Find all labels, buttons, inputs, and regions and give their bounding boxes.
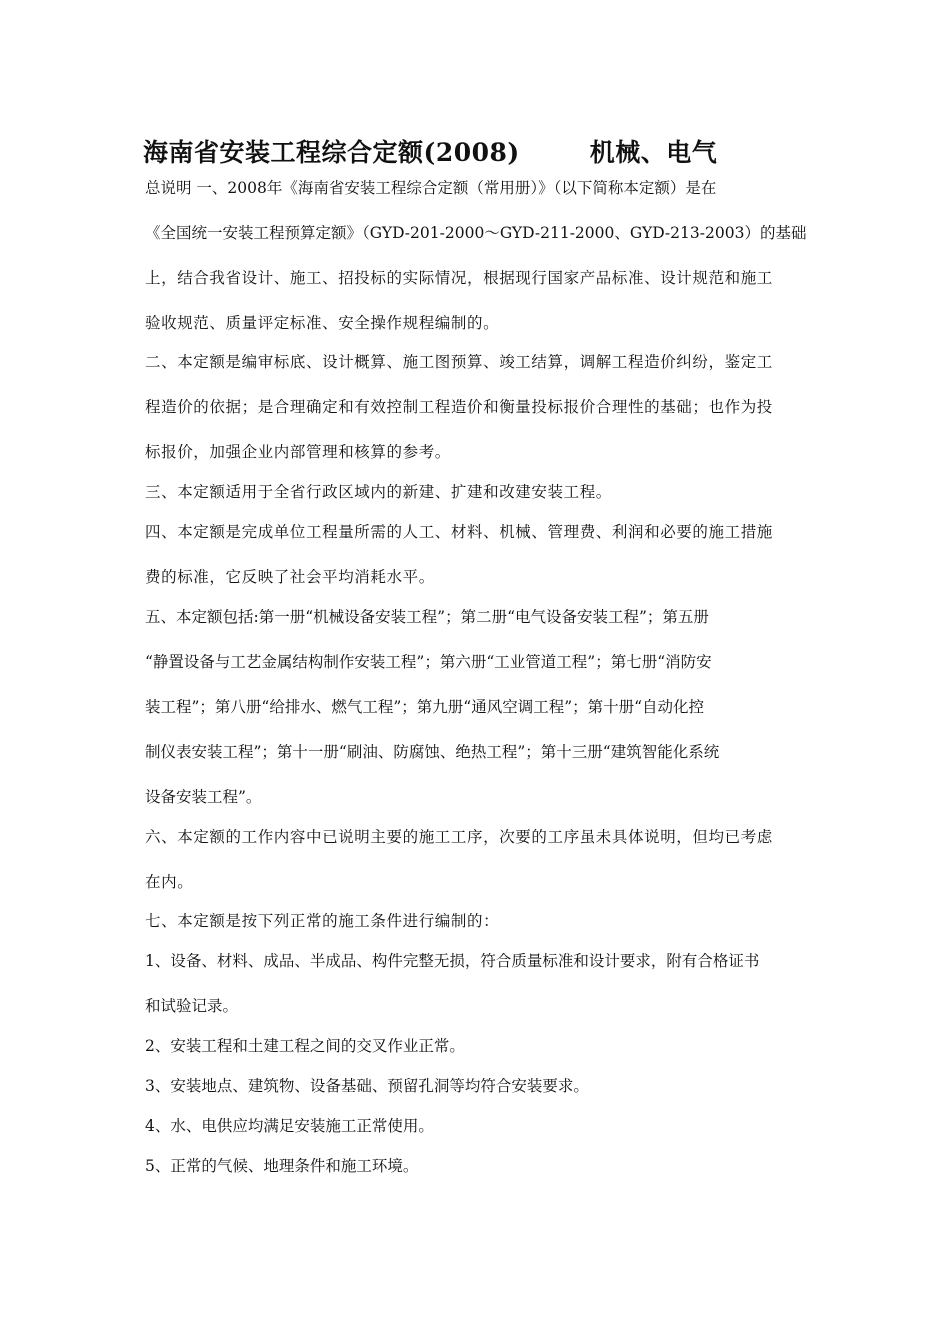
paragraph-line: 装工程”；第八册“给排水、燃气工程”；第九册“通风空调工程”；第十册“自动化控 (145, 698, 705, 716)
paragraph-line: 三、本定额适用于全省行政区域内的新建、扩建和改建安装工程。 (145, 483, 612, 501)
paragraph-line: 六、本定额的工作内容中已说明主要的施工工序，次要的工序虽未具体说明，但均已考虑 (145, 828, 773, 846)
paragraph-line: 和试验记录。 (145, 997, 239, 1015)
paragraph-line: 七、本定额是按下列正常的施工条件进行编制的： (145, 912, 500, 930)
paragraph-line: 费的标准，它反映了社会平均消耗水平。 (145, 568, 435, 586)
paragraph-line: 二、本定额是编审标底、设计概算、施工图预算、竣工结算，调解工程造价纠纷，鉴定工 (145, 353, 773, 371)
paragraph-line: 《全国统一安装工程预算定额》（GYD-201-2000～GYD-211-2000、GYD-213-2003）的基础 (145, 224, 807, 242)
paragraph-line: 总说明 一、2008年《海南省安装工程综合定额（常用册）》（以下简称本定额）是在 (145, 179, 717, 197)
paragraph-line: 2、安装工程和土建工程之间的交叉作业正常。 (145, 1037, 465, 1055)
paragraph-line: 上，结合我省设计、施工、招投标的实际情况，根据现行国家产品标准、设计规范和施工 (145, 269, 773, 287)
paragraph-line: 四、本定额是完成单位工程量所需的人工、材料、机械、管理费、利润和必要的施工措施 (145, 523, 773, 541)
paragraph-line: “静置设备与工艺金属结构制作安装工程”；第六册“工业管道工程”；第七册“消防安 (145, 653, 712, 671)
paragraph-line: 制仪表安装工程”；第十一册“刷油、防腐蚀、绝热工程”；第十三册“建筑智能化系统 (145, 743, 720, 761)
paragraph-line: 程造价的依据；是合理确定和有效控制工程造价和衡量投标报价合理性的基础；也作为投 (145, 398, 773, 416)
paragraph-line: 4、水、电供应均满足安装施工正常使用。 (145, 1117, 434, 1135)
paragraph-line: 3、安装地点、建筑物、设备基础、预留孔洞等均符合安装要求。 (145, 1077, 589, 1095)
paragraph-line: 1、设备、材料、成品、半成品、构件完整无损，符合质量标准和设计要求，附有合格证书 (145, 952, 760, 970)
title-main: 海南省安装工程综合定额(2008) (143, 138, 520, 167)
title-subtitle: 机械、电气 (589, 138, 718, 167)
paragraph-line: 标报价，加强企业内部管理和核算的参考。 (145, 443, 451, 461)
paragraph-line: 5、正常的气候、地理条件和施工环境。 (145, 1157, 419, 1175)
paragraph-line: 在内。 (145, 873, 194, 891)
document-title (143, 133, 823, 173)
paragraph-line: 五、本定额包括:第一册“机械设备安装工程”；第二册“电气设备安装工程”；第五册 (145, 608, 709, 626)
paragraph-line: 验收规范、质量评定标准、安全操作规程编制的。 (145, 314, 500, 332)
paragraph-line: 设备安装工程”。 (145, 788, 262, 806)
